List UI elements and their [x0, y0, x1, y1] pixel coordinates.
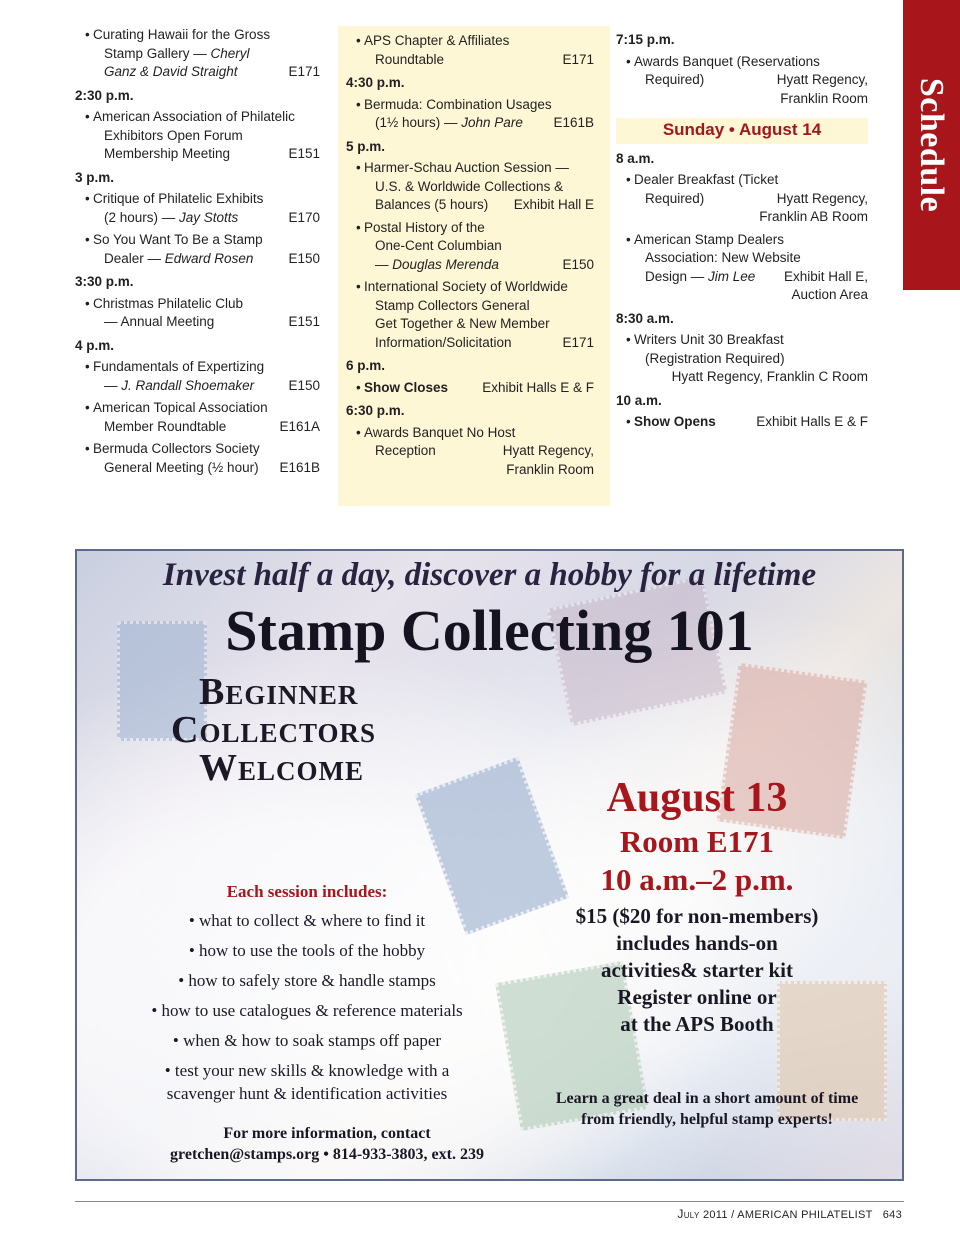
- room-label: E171: [288, 64, 320, 79]
- list-item: • test your new skills & knowledge with a: [164, 1061, 450, 1080]
- time-heading: 7:15 p.m.: [616, 32, 675, 47]
- schedule-item: • Bermuda: Combination Usages (1½ hours) — John Pare E161B: [356, 96, 594, 130]
- schedule-item: • American Association of Philatelic Exhibitors Open Forum Membership Meeting E151: [85, 109, 320, 161]
- list-item: scavenger hunt & identification activities: [166, 1084, 448, 1103]
- list-item: • when & how to soak stamps off paper: [172, 1031, 442, 1050]
- time-heading: 3 p.m.: [75, 169, 115, 185]
- page-number: 643: [882, 1209, 902, 1221]
- ad-event-info: [547, 773, 847, 899]
- schedule-item: • Awards Banquet No Host Reception Hyatt Regency, Franklin Room: [356, 424, 594, 477]
- section-tab-label: Schedule: [913, 77, 951, 213]
- schedule-item: • Fundamentals of Expertizing — J. Randall Shoemaker E150: [85, 359, 320, 393]
- event-hours: 10 a.m.–2 p.m.: [600, 862, 794, 897]
- list-item: • how to use the tools of the hobby: [188, 941, 426, 960]
- ad-learn-text: Learn a great deal in a short amount of time from friendly, helpful stamp experts!: [555, 1090, 859, 1128]
- time-heading: 2:30 p.m.: [75, 87, 134, 103]
- contact-link[interactable]: gretchen@stamps.org • 814-933-3803, ext. 239: [170, 1146, 484, 1163]
- ad-tagline: Invest half a day, discover a hobby for a lifetime: [162, 557, 817, 593]
- footer-divider: [75, 1201, 904, 1202]
- schedule-item: • APS Chapter & Affiliates Roundtable E171: [356, 33, 594, 67]
- ad-title: Stamp Collecting 101: [225, 598, 754, 663]
- page-footer: July 2011 / AMERICAN PHILATELIST 643: [677, 1207, 902, 1221]
- schedule-item: • Critique of Philatelic Exhibits (2 hours) — Jay Stotts E170: [85, 191, 320, 225]
- stamp-collecting-ad: [75, 549, 904, 1181]
- schedule-item: • Writers Unit 30 Breakfast (Registration Required) Hyatt Regency, Franklin C Room: [626, 332, 868, 384]
- schedule-item: • Show Opens Exhibit Halls E & F: [626, 414, 868, 429]
- schedule-column-1: [75, 26, 320, 481]
- ad-includes-list: Each session includes: • what to collect & where to find it • how to use the tools of the hobby • how to safely store & handle stamps • how to use catalogues & reference materials • when & how to soak stamps off paper • test your new skills & knowledge with a scavenger hunt & identification activities: [117, 877, 497, 1112]
- schedule-item: • Dealer Breakfast (Ticket Required) Hyatt Regency, Franklin AB Room: [626, 172, 868, 224]
- time-heading: 5 p.m.: [346, 138, 386, 154]
- schedule-item: • Show Closes Exhibit Halls E & F: [356, 379, 594, 395]
- schedule-item: • American Stamp Dealers Association: New Website Design — Jim Lee Exhibit Hall E, Auction Area: [626, 231, 868, 302]
- schedule-column-2: [338, 26, 610, 506]
- event-date: August 13: [606, 775, 788, 821]
- list-item: • how to safely store & handle stamps: [178, 971, 436, 990]
- schedule-item: • Bermuda Collectors Society General Meeting (½ hour) E161B: [85, 441, 320, 475]
- time-heading: 8 a.m.: [616, 150, 655, 166]
- time-heading: 6:30 p.m.: [346, 403, 405, 418]
- schedule-item: • American Topical Association Member Roundtable E161A: [85, 400, 320, 434]
- schedule-item: • Postal History of the One-Cent Columbian — Douglas Merenda E150: [356, 219, 594, 272]
- ad-welcome: Beginner Collectors Welcome: [171, 671, 377, 789]
- schedule-item: • Awards Banquet (Reservations Required) Hyatt Regency, Franklin Room: [626, 53, 868, 106]
- schedule-item: • So You Want To Be a Stamp Dealer — Edward Rosen E150: [85, 232, 320, 266]
- schedule-column-3: [616, 26, 868, 436]
- time-heading: 3:30 p.m.: [75, 274, 134, 289]
- time-heading: 4:30 p.m.: [346, 75, 405, 90]
- schedule-item: • International Society of Worldwide Stamp Collectors General Get Together & New Member Information/Solicitation E171: [356, 279, 594, 350]
- schedule-item: • Christmas Philatelic Club — Annual Meeting E151: [85, 295, 320, 329]
- time-heading: 6 p.m.: [346, 358, 386, 373]
- event-room: Room E171: [619, 824, 775, 859]
- time-heading: 10 a.m.: [616, 392, 662, 408]
- schedule-item: • Harmer-Schau Auction Session — U.S. & Worldwide Collections & Balances (5 hours) Exhibit Hall E: [356, 160, 594, 212]
- time-heading: 8:30 a.m.: [616, 310, 674, 326]
- section-tab: [903, 0, 960, 290]
- time-heading: 4 p.m.: [75, 337, 115, 353]
- list-item: • what to collect & where to find it: [188, 911, 426, 930]
- list-item: • how to use catalogues & reference materials: [151, 1001, 463, 1020]
- ad-contact: For more information, contact gretchen@stamps.org • 814-933-3803, ext. 239: [137, 1123, 517, 1165]
- day-heading: Sunday • August 14: [616, 118, 868, 144]
- ad-details: $15 ($20 for non-members) includes hands-on activities& starter kit Register online or at the APS Booth: [575, 904, 819, 1036]
- schedule-item: • Curating Hawaii for the Gross Stamp Gallery — Cheryl Ganz & David Straight E171: [75, 26, 320, 82]
